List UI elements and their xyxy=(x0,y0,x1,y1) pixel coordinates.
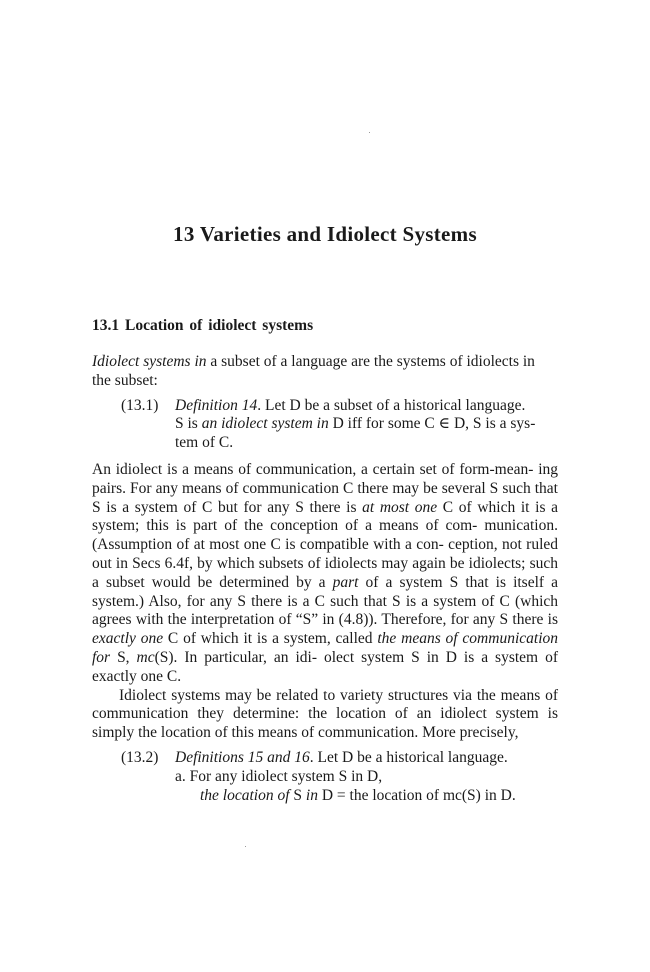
paragraph-idiolect: An idiolect is a means of communication, a certain set of form-mean- ing pairs. For any means of communication C there may be several S such that S is a system of C but for any S there is at most one C of which it is a system; this is part of the conception of a means of com- munication. (Assumption of at most one C is compatible with a con- ception, not ruled out in Secs 6.4f, by which subsets of idiolects may again be idiolects; such a subset would be determined by a part of a system S that is itself a system.) Also, for any S there is a C such that S is a system of C (which agrees with the interpretation of “S” in (4.8)). Therefore, for any S there is exactly one C of which it is a system, called the means of communication for S, mc(S). In particular, an idi- olect system S in D is a system of exactly one C. xyxy=(92,460,559,685)
definition-number: (13.2) xyxy=(121,748,159,766)
body-text xyxy=(92,353,558,813)
paragraph-location: Idiolect systems may be related to variety structures via the means of communication they determine: the location of an idiolect system is simply the location of this means of communication. More precisely, xyxy=(92,686,559,742)
definition-item-a: a. For any idiolect system S in D, xyxy=(175,767,383,785)
definition-13-2: (13.2) Definitions 15 and 16. Let D be a historical language. a. For any idiolect system S in D, the location of S in D = the location of mc(S) in D. xyxy=(92,749,558,805)
definition-number: (13.1) xyxy=(121,396,159,414)
intro-paragraph: Idiolect systems in a subset of a language are the systems of idiolects in the subset: xyxy=(92,353,535,389)
scan-speck xyxy=(369,132,370,133)
intro-italic: Idiolect systems in xyxy=(92,353,207,370)
chapter-title: 13 Varieties and Idiolect Systems xyxy=(173,222,477,246)
definition-13-1: (13.1) Definition 14. Let D be a subset of a historical language. S is an idiolect system in D iff for some C ∈ D, S is a sys- tem of C. xyxy=(121,396,536,452)
definition-label: Definition 14 xyxy=(175,396,258,414)
section-title: 13.1 Location of idiolect systems xyxy=(92,317,314,334)
scan-speck xyxy=(245,846,246,847)
definition-label: Definitions 15 and 16 xyxy=(175,748,310,766)
